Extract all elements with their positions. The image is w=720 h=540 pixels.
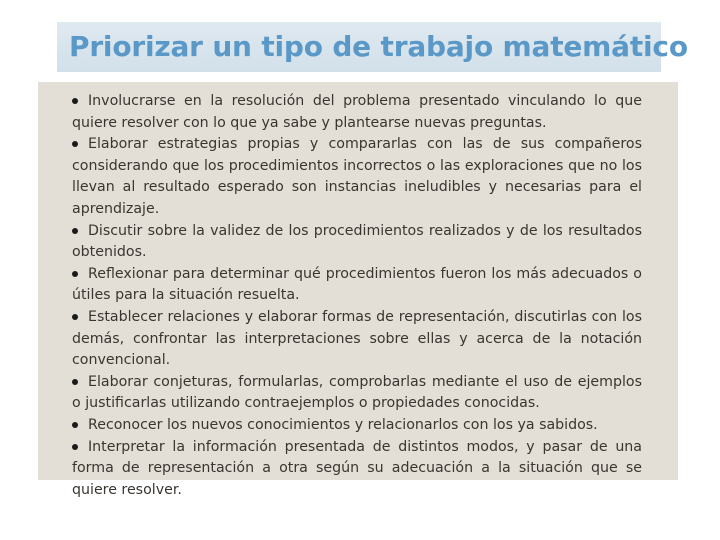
bullet-icon (72, 228, 78, 234)
list-item-text: Elaborar conjeturas, formularlas, comprobarlas mediante el uso de ejemplos o justificarlas utilizando contraejemplos o propiedades conocidas. (72, 373, 642, 412)
content-box (38, 82, 678, 498)
bullet-list (72, 91, 642, 501)
bullet-icon (72, 98, 78, 104)
list-item (72, 372, 642, 415)
list-item (72, 437, 642, 502)
page-title: Priorizar un tipo de trabajo matemático (69, 30, 688, 63)
list-item (72, 134, 642, 220)
list-item-text: Discutir sobre la validez de los procedimientos realizados y de los resultados obtenidos. (72, 222, 642, 261)
list-item (72, 91, 642, 134)
bullet-icon (72, 271, 78, 277)
list-item-text: Establecer relaciones y elaborar formas de representación, discutirlas con los demás, confrontar las interpretaciones sobre ellas y acerca de la notación convencional. (72, 308, 642, 369)
bullet-icon (72, 141, 78, 147)
bullet-icon (72, 314, 78, 320)
list-item-text: Reconocer los nuevos conocimientos y relacionarlos con los ya sabidos. (88, 416, 598, 433)
bullet-icon (72, 422, 78, 428)
list-item-text: Reflexionar para determinar qué procedimientos fueron los más adecuados o útiles para la situación resuelta. (72, 265, 642, 304)
bullet-icon (72, 444, 78, 450)
list-item (72, 307, 642, 372)
list-item-text: Interpretar la información presentada de distintos modos, y pasar de una forma de representación a otra según su adecuación a la situación que se quiere resolver. (72, 438, 642, 498)
title-banner (57, 22, 688, 72)
list-item-text: Elaborar estrategias propias y compararlas con las de sus compañeros considerando que los procedimientos incorrectos o las exploraciones que no los llevan al resultado esperado son instancias ineludibles y necesarias para el aprendizaje. (72, 136, 642, 217)
list-item (72, 264, 642, 307)
bullet-icon (72, 379, 78, 385)
list-item (72, 221, 642, 264)
list-item-text: Involucrarse en la resolución del problema presentado vinculando lo que quiere resolver con lo que ya sabe y plantearse nuevas preguntas. (72, 93, 642, 131)
list-item (72, 415, 642, 437)
